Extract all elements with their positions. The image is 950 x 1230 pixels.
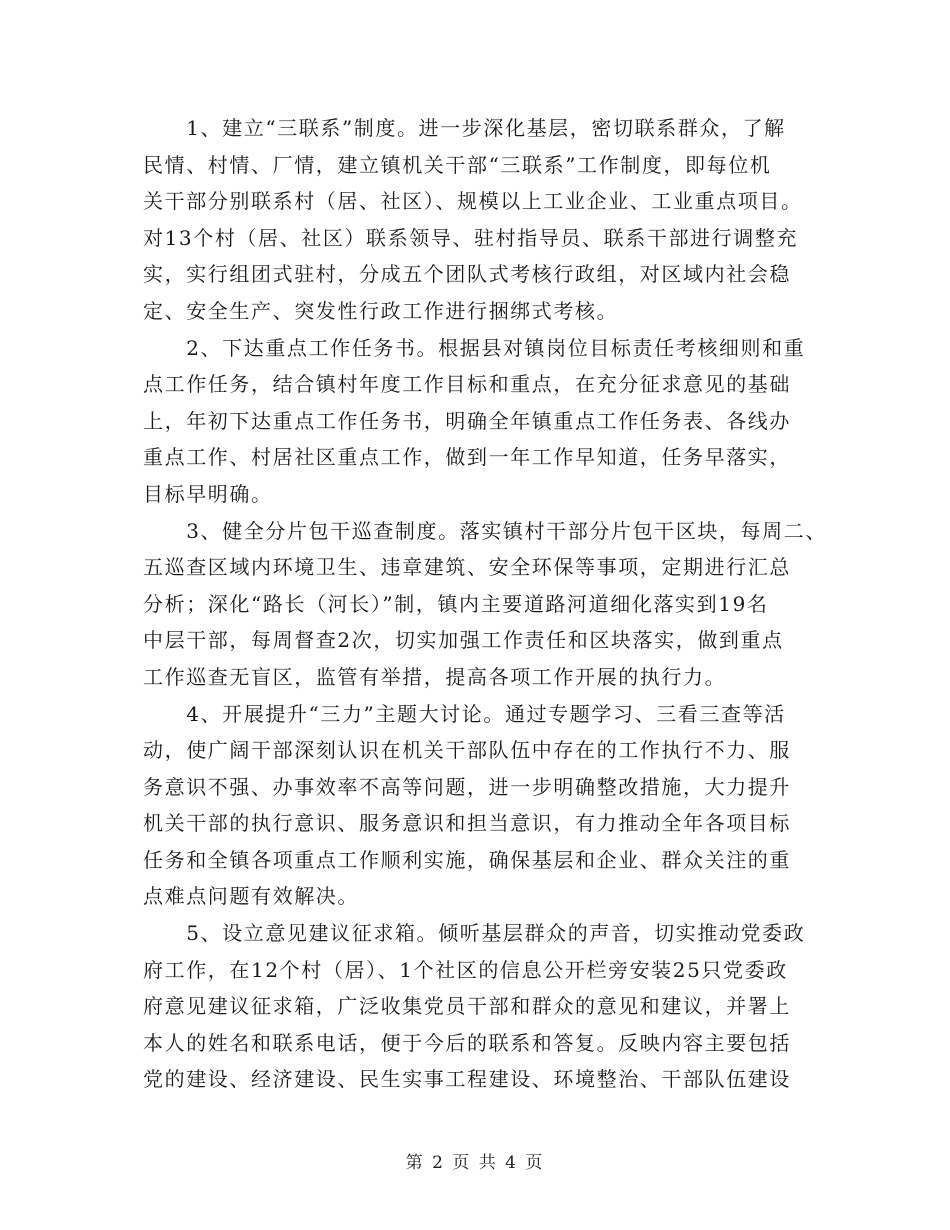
- body-text: [143, 110, 833, 1098]
- text-line: 1、建立“三联系”制度。进一步深化基层，密切联系群众，了解: [143, 116, 786, 140]
- text-line: 动，使广阔干部深刻认识在机关干部队伍中存在的工作执行不力、服: [143, 738, 791, 763]
- text-line: 关干部分别联系村（居、社区）、规模以上工业企业、工业重点项目。: [143, 189, 803, 214]
- text-line: 分析；深化“路长（河长）”制，镇内主要道路河道细化落实到19名: [143, 591, 769, 616]
- text-line: 实，实行组团式驻村，分成五个团队式考核行政组，对区域内社会稳: [143, 262, 791, 287]
- text-line: 对13个村（居、社区）联系领导、驻村指导员、联系干部进行调整充: [143, 225, 799, 250]
- text-line: 党的建设、经济建设、民生实事工程建设、环境整治、干部队伍建设: [143, 1067, 791, 1092]
- text-line: 点难点问题有效解决。: [143, 884, 359, 909]
- text-line: 2、下达重点工作任务书。根据县对镇岗位目标责任考核细则和重: [143, 335, 806, 360]
- text-line: 五巡查区域内环境卫生、违章建筑、安全环保等事项，定期进行汇总: [143, 555, 791, 580]
- text-line: 民情、村情、厂情，建立镇机关干部“三联系”工作制度，即每位机: [143, 152, 772, 177]
- text-line: 务意识不强、办事效率不高等问题，进一步明确整改措施，大力提升: [143, 774, 791, 799]
- text-line: 点工作任务，结合镇村年度工作目标和重点，在充分征求意见的基础: [143, 372, 791, 397]
- text-line: 机关干部的执行意识、服务意识和担当意识，有力推动全年各项目标: [143, 811, 791, 836]
- text-line: 上，年初下达重点工作任务书，明确全年镇重点工作任务表、各线办: [143, 408, 791, 433]
- text-line: 任务和全镇各项重点工作顺利实施，确保基层和企业、群众关注的重: [143, 847, 791, 872]
- page-footer: 第 2 页 共 4 页: [405, 1153, 545, 1173]
- text-line: 中层干部，每周督查2次，切实加强工作责任和区块落实，做到重点: [143, 628, 784, 653]
- text-line: 3、健全分片包干巡查制度。落实镇村干部分片包干区块，每周二、: [143, 518, 827, 543]
- text-line: 府工作，在12个村（居）、1个社区的信息公开栏旁安装25只党委政: [143, 957, 788, 982]
- text-line: 府意见建议征求箱，广泛收集党员干部和群众的意见和建议，并署上: [143, 994, 791, 1019]
- text-line: 4、开展提升“三力”主题大讨论。通过专题学习、三看三查等活: [143, 701, 786, 726]
- text-line: 重点工作、村居社区重点工作，做到一年工作早知道，任务早落实，: [143, 445, 791, 470]
- text-line: 工作巡查无盲区，监管有举措，提高各项工作开展的执行力。: [143, 664, 727, 689]
- text-line: 目标早明确。: [143, 481, 273, 506]
- text-line: 本人的姓名和联系电话，便于今后的联系和答复。反映内容主要包括: [143, 1030, 791, 1055]
- text-line: 定、安全生产、突发性行政工作进行捆绑式考核。: [143, 298, 619, 323]
- text-line: 5、设立意见建议征求箱。倾听基层群众的声音，切实推动党委政: [143, 921, 806, 946]
